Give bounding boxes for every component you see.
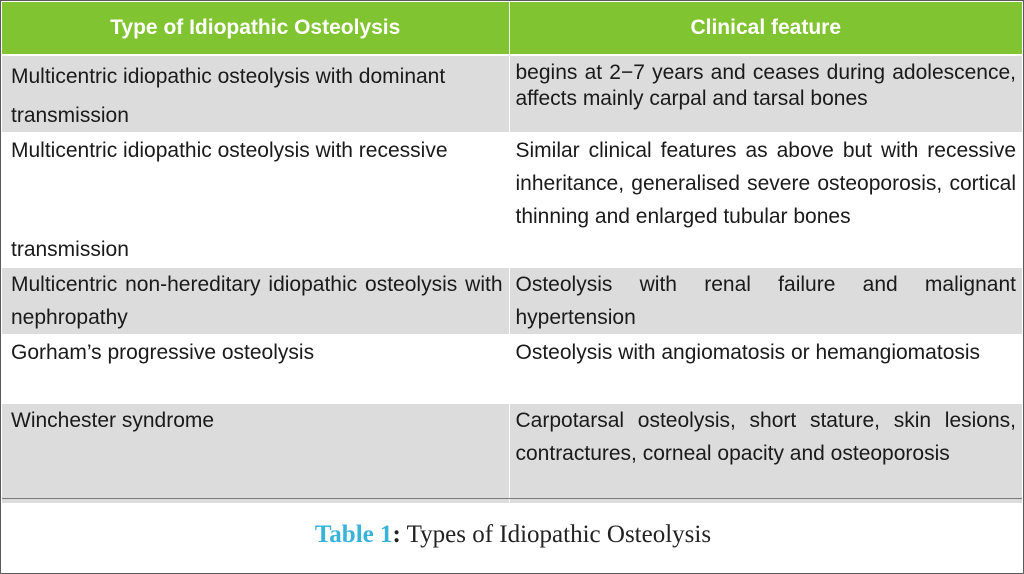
- type-cell-line: transmission: [11, 238, 129, 261]
- feature-cell: Similar clinical features as above but with recessive inheritance, generalised severe osteoporosis, cortical thinning and enlarged tubular bones: [509, 133, 1022, 267]
- osteolysis-table: [2, 2, 1022, 505]
- header-clinical-feature: Clinical feature: [509, 2, 1022, 55]
- table-header-row: [2, 2, 1022, 55]
- feature-cell: Carpotarsal osteolysis, short stature, skin lesions, contractures, corneal opacity and osteoporosis: [509, 403, 1022, 504]
- table-row: [2, 55, 1022, 133]
- caption-separator: :: [392, 521, 401, 548]
- type-cell: [2, 55, 509, 133]
- feature-cell: Osteolysis with renal failure and malignant hypertension: [509, 267, 1022, 335]
- table-row: [2, 403, 1022, 504]
- type-cell: [2, 133, 509, 267]
- feature-cell: Osteolysis with angiomatosis or hemangiomatosis: [509, 335, 1022, 403]
- type-cell: Gorham’s progressive osteolysis: [2, 335, 509, 403]
- feature-cell: begins at 2−7 years and ceases during adolescence, affects mainly carpal and tarsal bones: [509, 55, 1022, 133]
- type-cell: Multicentric non-hereditary idiopathic osteolysis with nephropathy: [2, 267, 509, 335]
- table-row: [2, 335, 1022, 403]
- caption-text: Types of Idiopathic Osteolysis: [400, 521, 712, 548]
- header-type: Type of Idiopathic Osteolysis: [2, 2, 509, 55]
- caption-divider: [2, 498, 1022, 499]
- table-row: [2, 133, 1022, 267]
- table-caption: [1, 521, 1024, 549]
- caption-label: Table 1: [314, 521, 393, 548]
- type-cell-line: Multicentric idiopathic osteolysis with recessive: [11, 139, 448, 162]
- type-cell-line: transmission: [11, 104, 129, 127]
- table-row: [2, 267, 1022, 335]
- type-cell-line: Multicentric idiopathic osteolysis with dominant: [11, 65, 446, 88]
- type-cell: Winchester syndrome: [2, 403, 509, 504]
